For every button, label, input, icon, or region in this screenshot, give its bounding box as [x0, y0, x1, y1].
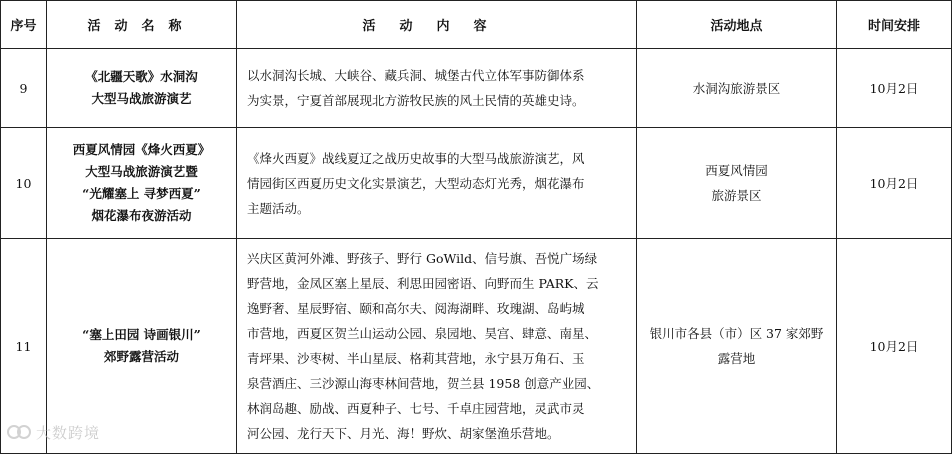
row-index: 11: [1, 239, 47, 454]
name-line: “塞上田园 诗画银川”: [82, 327, 201, 342]
watermark-logo-icon: [6, 421, 32, 443]
content-line: 逸野奢、星辰野宿、颐和高尔夫、阅海湖畔、玫瑰湖、岛屿城: [247, 301, 585, 316]
content-line: 青坪果、沙枣树、半山星辰、格莉其营地，永宁县万角石、玉: [247, 351, 585, 366]
content-line: 以水洞沟长城、大峡谷、藏兵洞、城堡古代立体军事防御体系: [247, 68, 585, 83]
content-line: 为实景，宁夏首部展现北方游牧民族的风土民情的英雄史诗。: [247, 93, 585, 108]
content-line: 情园街区西夏历史文化实景演艺，大型动态灯光秀，烟花瀑布: [247, 175, 585, 191]
activity-location: [637, 128, 837, 239]
activity-time: 10月2日: [837, 239, 952, 454]
name-line: 烟花瀑布夜游活动: [91, 208, 192, 223]
table-row: [1, 239, 952, 454]
table-row: [1, 49, 952, 128]
watermark-text: 大数跨境: [36, 423, 101, 442]
header-location: 活动地点: [637, 1, 837, 49]
watermark: [6, 421, 100, 443]
activity-content: [237, 49, 637, 128]
name-line: 郊野露营活动: [103, 349, 179, 364]
header-index: 序号: [1, 1, 47, 49]
name-line: 大型马战旅游演艺暨: [85, 164, 198, 179]
content-line: 兴庆区黄河外滩、野孩子、野行 GoWild、信号旗、吾悦广场绿: [247, 251, 598, 266]
name-line: 西夏风情园《烽火西夏》: [72, 142, 211, 157]
content-line: 泉营酒庄、三沙源山海枣林间营地，贺兰县 1958 创意产业园、: [247, 376, 600, 391]
location-line: 西夏风情园: [705, 163, 768, 178]
activity-content: [237, 239, 637, 454]
header-content: 活动内容: [237, 1, 637, 49]
row-index: 10: [1, 128, 47, 239]
activity-location: [637, 49, 837, 128]
content-line: 《烽火西夏》战线夏辽之战历史故事的大型马战旅游演艺，风: [247, 150, 585, 166]
name-line: “光耀塞上 寻梦西夏”: [82, 186, 201, 201]
location-line: 银川市各县（市）区 37 家郊野: [649, 326, 824, 341]
activity-content: [237, 128, 637, 239]
content-line: 市营地，西夏区贺兰山运动公园、泉园地、昊宫、肆意、南星、: [247, 326, 598, 341]
table-row: [1, 128, 952, 239]
table-header-row: [1, 1, 952, 49]
row-index: 9: [1, 49, 47, 128]
header-time: 时间安排: [837, 1, 952, 49]
location-line: 旅游景区: [711, 188, 762, 203]
activity-name: [47, 49, 237, 128]
content-line: 林润岛趣、励战、西夏种子、七号、千卓庄园营地，灵武市灵: [247, 401, 585, 416]
location-line: 水洞沟旅游景区: [692, 80, 781, 96]
activity-time: 10月2日: [837, 49, 952, 128]
content-line: 主题活动。: [247, 200, 310, 216]
content-line: 河公园、龙行天下、月光、海！野炊、胡家堡渔乐营地。: [247, 426, 560, 441]
activity-name: [47, 128, 237, 239]
name-line: 《北疆天歌》水洞沟: [85, 69, 198, 84]
header-name: 活动名称: [47, 1, 237, 49]
activity-location: [637, 239, 837, 454]
name-line: 大型马战旅游演艺: [91, 91, 192, 106]
activity-time: 10月2日: [837, 128, 952, 239]
location-line: 露营地: [717, 351, 756, 366]
content-line: 野营地，金凤区塞上星辰、利思田园密语、向野而生 PARK、云: [247, 276, 599, 291]
